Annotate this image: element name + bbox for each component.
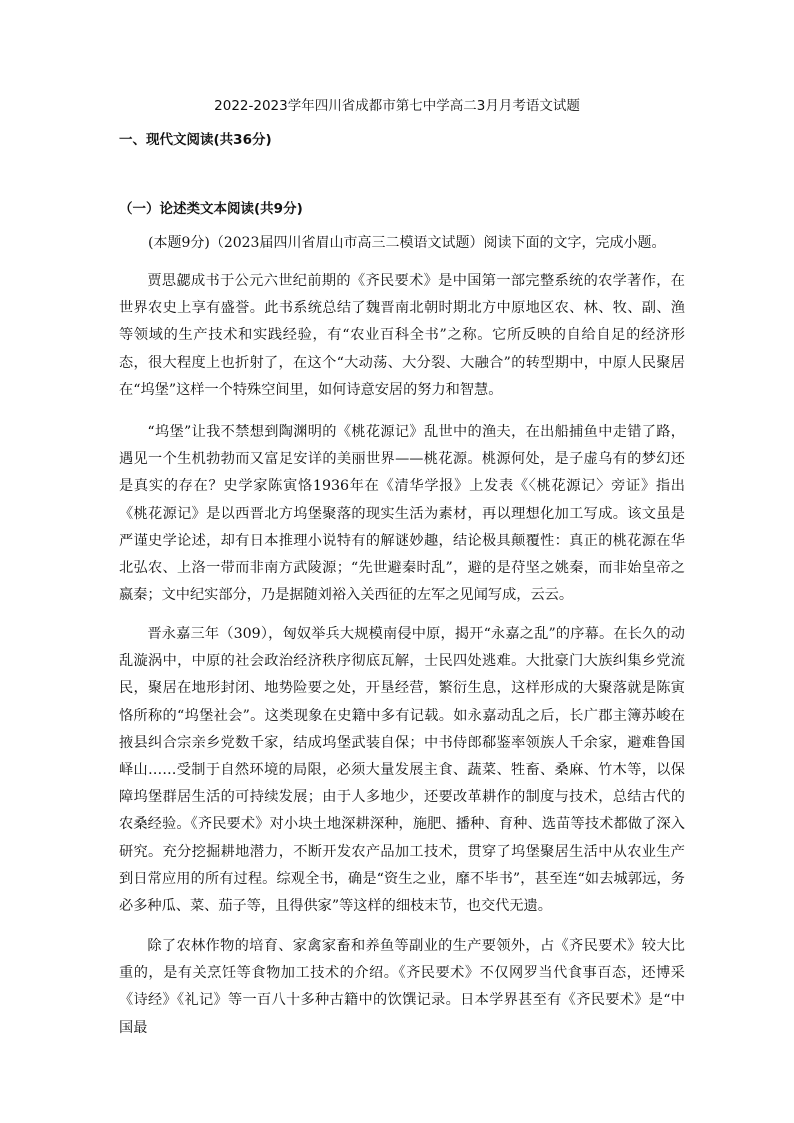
paragraph: “坞堡”让我不禁想到陶渊明的《桃花源记》乱世中的渔夫，在出船捕鱼中走错了路，遇见一个生机勃勃而又富足安详的美丽世界——桃花源。桃源何处，是子虚乌有的梦幻还是真实的存在？史学家陈寅恪1936年在《清华学报》上发表《〈桃花源记〉旁证》指出《桃花源记》是以西晋北方坞堡聚落的现实生活为素材，再以理想化加工写成。该文虽是严谨史学论述，却有日本推理小说特有的解谜妙趣，结论极具颠覆性：真正的桃花源在华北弘农、上洛一带而非南方武陵源；“先世避秦时乱”，避的是苻坚之姚秦，而非始皇帝之嬴秦；文中纪实部分，乃是据随刘裕入关西征的左军之见闻写成，云云。 (119, 424, 685, 604)
paragraph: 除了农林作物的培育、家禽家畜和养鱼等副业的生产要领外，占《齐民要术》较大比重的，是有关烹饪等食物加工技术的介绍。《齐民要术》不仅网罗当代食事百态，还博采《诗经》《礼记》等一百八十多种古籍中的饮馔记录。日本学界甚至有《齐民要术》是“中国最 (119, 938, 685, 1036)
paragraph: 贾思勰成书于公元六世纪前期的《齐民要术》是中国第一部完整系统的农学著作，在世界农史上享有盛誉。此书系统总结了魏晋南北朝时期北方中原地区农、林、牧、副、渔等领域的生产技术和实践经验，有“农业百科全书”之称。它所反映的自给自足的经济形态，很大程度上也折射了，在这个“大动荡、大分裂、大融合”的转型期中，中原人民聚居在“坞堡”这样一个特殊空间里，如何诗意安居的努力和智慧。 (119, 273, 685, 398)
subsection-heading: （一）论述类文本阅读(共9分) (119, 201, 303, 217)
document-title: 2022-2023学年四川省成都市第七中学高二3月月考语文试题 (214, 98, 580, 114)
question-intro: (本题9分)（2023届四川省眉山市高三二模语文试题）阅读下面的文字，完成小题。 (148, 235, 666, 251)
section-heading: 一、现代文阅读(共36分) (119, 132, 272, 148)
paragraph: 晋永嘉三年（309），匈奴举兵大规模南侵中原，揭开“永嘉之乱”的序幕。在长久的动乱漩涡中，中原的社会政治经济秩序彻底瓦解，士民四处逃难。大批豪门大族纠集乡党流民，聚居在地形封闭、地势险要之处，开垦经营，繁衍生息，这样形成的大聚落就是陈寅恪所称的“坞堡社会”。这类现象在史籍中多有记载。如永嘉动乱之后，长广郡主簿苏峻在掖县纠合宗亲乡党数千家，结成坞堡武装自保；中书侍郎郗鉴率领族人千余家，避难鲁国峄山……受制于自然环境的局限，必须大量发展主食、蔬菜、牲畜、桑麻、竹木等，以保障坞堡群居生活的可持续发展；由于人多地少，还要改革耕作的制度与技术，总结古代的农桑经验。《齐民要术》对小块土地深耕深种，施肥、播种、育种、选苗等技术都做了深入研究。充分挖掘耕地潜力，不断开发农产品加工技术，贯穿了坞堡聚居生活中从农业生产到日常应用的所有过程。综观全书，确是“资生之业，靡不毕书”，甚至连“如去城郭远，务必多种瓜、菜、茄子等，且得供家”等这样的细枝末节，也交代无遗。 (119, 626, 685, 915)
